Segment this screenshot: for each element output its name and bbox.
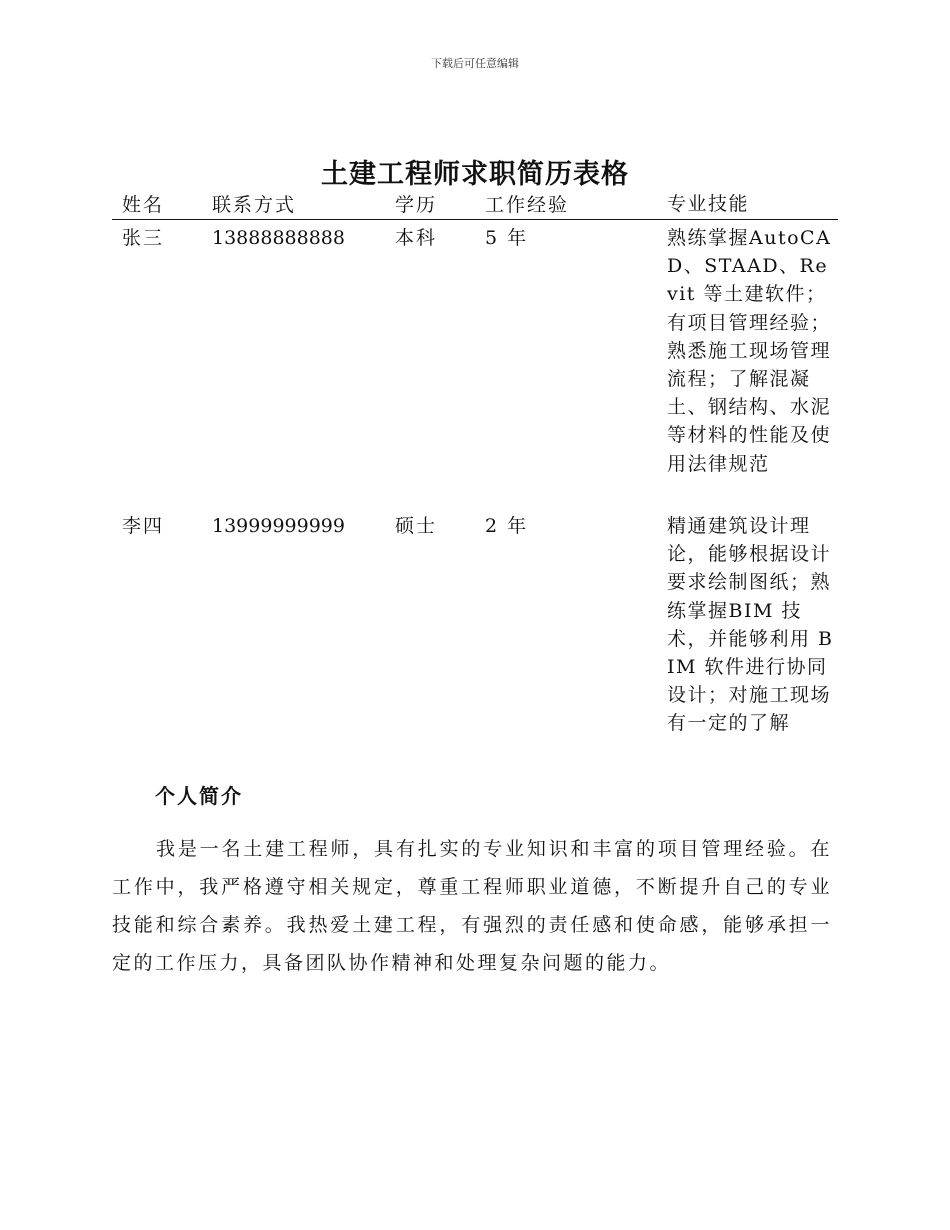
- cell-experience: 2 年: [485, 515, 529, 537]
- cell-contact: 13888888888: [212, 227, 345, 249]
- header-skills: 专业技能: [667, 193, 750, 215]
- header-experience: 工作经验: [485, 194, 570, 216]
- document-title: 土建工程师求职简历表格: [321, 159, 629, 190]
- intro-paragraph: 我是一名土建工程师，具有扎实的专业知识和丰富的项目管理经验。在工作中，我严格遵守相关规定，尊重工程师职业道德，不断提升自己的专业技能和综合素养。我热爱土建工程，有强烈的责任感和使命感，能够承担一定的工作压力，具备团队协作精神和处理复杂问题的能力。: [112, 838, 832, 974]
- header-name: 姓名: [122, 194, 165, 216]
- header-contact: 联系方式: [212, 194, 297, 216]
- cell-contact: 13999999999: [212, 515, 345, 537]
- table-header-row: [112, 190, 838, 220]
- cell-name: 张三: [122, 227, 165, 249]
- section-heading: 个人简介: [155, 784, 243, 808]
- cell-skills: 精通建筑设计理论，能够根据设计要求绘制图纸；熟练掌握BIM 技术，并能够利用 BIM 软件进行协同设计；对施工现场有一定的了解: [667, 515, 834, 735]
- header-education: 学历: [395, 194, 438, 216]
- cell-experience: 5 年: [485, 227, 529, 249]
- cell-education: 硕士: [395, 515, 438, 537]
- cell-education: 本科: [395, 227, 438, 249]
- cell-name: 李四: [122, 515, 165, 537]
- cell-skills: 熟练掌握AutoCAD、STAAD、Revit 等土建软件；有项目管理经验；熟悉施工现场管理流程；了解混凝土、钢结构、水泥等材料的性能及使用法律规范: [667, 227, 832, 475]
- header-note: 下载后可任意编辑: [431, 57, 519, 70]
